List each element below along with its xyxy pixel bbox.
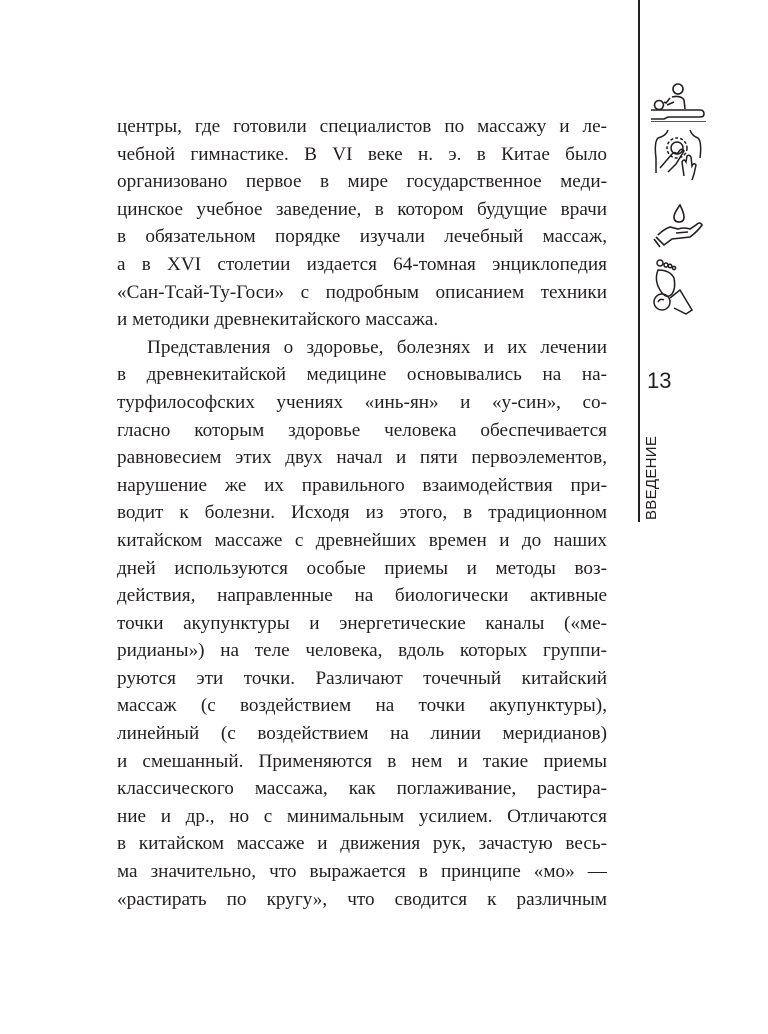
text-line: точки акупунктуры и энергетические каналы («ме- [117, 612, 607, 634]
text-line: ма значительно, что выражается в принципе «мо» — [117, 861, 607, 883]
text-line: «растирать по кругу», что сводится к различным [117, 888, 607, 910]
text-line: гласно которым здоровье человека обеспечивается [117, 419, 607, 441]
text-line: Представления о здоровье, болезнях и их лечении [147, 336, 607, 358]
text-line: организовано первое в мире государственное меди- [117, 171, 607, 193]
text-line: «Сан-Тсай-Ту-Госи» с подробным описанием техники [117, 281, 607, 303]
back-massage-hands-icon [646, 128, 708, 180]
text-line: цинское учебное заведение, в котором будущие врачи [117, 198, 607, 220]
foot-massage-icon [646, 258, 708, 316]
text-line: ридианы») на теле человека, вдоль которых группи- [117, 640, 607, 662]
text-line: китайском массаже с древнейших времен и до наших [117, 529, 607, 551]
section-title: ВВЕДЕНИЕ [643, 435, 660, 520]
text-line: водит к болезни. Исходя из этого, в традиционном [117, 502, 607, 524]
text-line: классического массажа, как поглаживание, растира- [117, 778, 607, 800]
massage-table-icon [646, 82, 708, 122]
page-number: 13 [647, 368, 672, 393]
text-line: турфилософских учениях «инь-ян» и «у-син», со- [117, 391, 607, 413]
text-line: линейный (с воздействием на линии меридианов) [117, 723, 607, 745]
text-line: дней используются особые приемы и методы воз- [117, 557, 607, 579]
text-line: руются эти точки. Различают точечный китайский [117, 667, 607, 689]
text-line: а в XVI столетии издается 64-томная энциклопедия [117, 253, 607, 275]
text-line: действия, направленные на биологически активные [117, 585, 607, 607]
text-line: чебной гимнастике. В VI веке н. э. в Китае было [117, 143, 607, 165]
text-line: ние и др., но с минимальным усилием. Отличаются [117, 805, 607, 827]
text-line: центры, где готовили специалистов по массажу и ле- [117, 116, 607, 137]
text-line: равновесием этих двух начал и пяти первоэлементов, [117, 447, 607, 469]
text-line: в обязательном порядке изучали лечебный массаж, [117, 226, 607, 248]
text-line: и смешанный. Применяются в нем и такие приемы [117, 750, 607, 772]
text-line: массаж (с воздействием на точки акупунктуры), [117, 695, 607, 717]
text-line: и методики древнекитайского массажа. [117, 309, 439, 331]
text-line: в древнекитайской медицине основывались на на- [117, 364, 607, 386]
margin-divider [638, 0, 640, 522]
text-line: нарушение же их правильного взаимодействия при- [117, 474, 607, 496]
text-line: в китайском массаже и движения рук, зачастую весь- [117, 833, 607, 855]
oil-drop-hand-icon [646, 203, 708, 249]
body-text [117, 113, 607, 913]
